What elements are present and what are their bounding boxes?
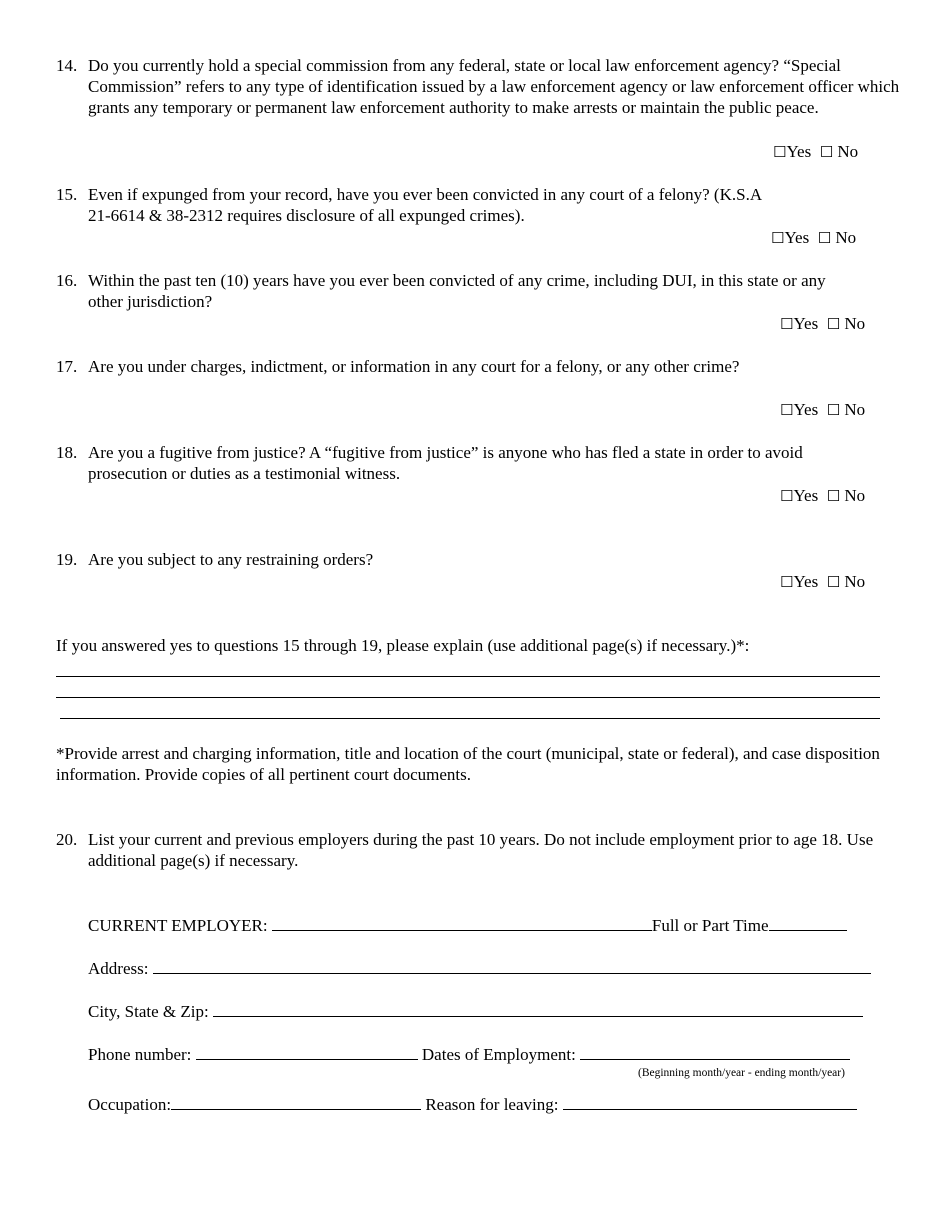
question-number: 15.: [56, 185, 78, 204]
question-14: [56, 55, 906, 118]
full-part-time-label: Full or Part Time: [651, 916, 769, 935]
explain-line-2[interactable]: [56, 697, 880, 698]
no-checkbox[interactable]: ☐: [826, 487, 841, 505]
yes-label: Yes: [793, 572, 819, 591]
yes-label: Yes: [784, 228, 810, 247]
question-text: Are you subject to any restraining orders?: [88, 550, 374, 569]
current-employer-field[interactable]: [272, 914, 652, 931]
yes-label: Yes: [786, 142, 812, 161]
question-text: Do you currently hold a special commission from any federal, state or local law enforcement agency? “Special Commission” refers to any type of identification issued by a law enforcement agency or law enforcement officer which grants any temporary or permanent law enforcement authority to make arrests or maintain the public peace.: [88, 56, 900, 117]
question-text: List your current and previous employers during the past 10 years. Do not include employment prior to age 18. Use additional page(s) if necessary.: [88, 830, 874, 870]
dates-hint: (Beginning month/year - ending month/year): [638, 1067, 845, 1079]
full-part-time-field[interactable]: [769, 914, 847, 931]
city-state-zip-label: City, State & Zip:: [88, 1002, 209, 1021]
current-employer-label: CURRENT EMPLOYER:: [88, 916, 268, 935]
yes-no-group-16: [780, 313, 865, 335]
phone-field[interactable]: [196, 1043, 418, 1060]
yes-checkbox[interactable]: ☐: [773, 143, 787, 161]
yes-checkbox[interactable]: ☐: [780, 401, 794, 419]
occupation-label: Occupation:: [88, 1095, 172, 1114]
question-text: Are you under charges, indictment, or information in any court for a felony, or any other crime?: [88, 357, 740, 376]
dates-field[interactable]: [580, 1043, 850, 1060]
no-label: No: [837, 142, 859, 161]
no-checkbox[interactable]: ☐: [826, 315, 841, 333]
question-text: Even if expunged from your record, have you ever been convicted in any court of a felony? (K.S.A 21-6614 & 38-2312 requires disclosure of all expunged crimes).: [88, 185, 762, 225]
yes-checkbox[interactable]: ☐: [780, 573, 794, 591]
question-19: [56, 549, 906, 570]
question-18: [56, 442, 886, 484]
question-16: [56, 270, 856, 312]
yes-checkbox[interactable]: ☐: [771, 229, 785, 247]
yes-label: Yes: [793, 314, 819, 333]
reason-label: Reason for leaving:: [425, 1095, 559, 1114]
address-row: [88, 957, 871, 979]
question-20: [56, 829, 896, 871]
no-label: No: [844, 486, 866, 505]
question-17: [56, 356, 906, 377]
question-number: 20.: [56, 830, 78, 849]
address-label: Address:: [88, 959, 149, 978]
dates-label: Dates of Employment:: [421, 1045, 576, 1064]
reason-field[interactable]: [563, 1093, 857, 1110]
explain-prompt: If you answered yes to questions 15 through 19, please explain (use additional page(s) if necessary.)*:: [56, 636, 750, 655]
no-label: No: [835, 228, 857, 247]
yes-no-group-17: [780, 399, 865, 421]
address-field[interactable]: [153, 957, 871, 974]
city-row: [88, 1000, 863, 1022]
yes-no-group-14: [773, 141, 858, 163]
yes-checkbox[interactable]: ☐: [780, 315, 794, 333]
question-number: 18.: [56, 443, 78, 462]
yes-no-group-15: [771, 227, 856, 249]
no-label: No: [844, 314, 866, 333]
city-state-zip-field[interactable]: [213, 1000, 863, 1017]
question-number: 19.: [56, 550, 78, 569]
question-number: 17.: [56, 357, 78, 376]
no-checkbox[interactable]: ☐: [826, 573, 841, 591]
no-checkbox[interactable]: ☐: [826, 401, 841, 419]
phone-dates-row: [88, 1043, 850, 1065]
occupation-row: [88, 1093, 857, 1115]
yes-no-group-18: [780, 485, 865, 507]
question-number: 14.: [56, 56, 78, 75]
question-text: Are you a fugitive from justice? A “fugitive from justice” is anyone who has fled a state in order to avoid prosecution or duties as a testimonial witness.: [88, 443, 803, 483]
current-employer-row: [88, 914, 847, 936]
question-text: Within the past ten (10) years have you ever been convicted of any crime, including DUI, in this state or any other jurisdiction?: [88, 271, 826, 311]
occupation-field[interactable]: [171, 1093, 421, 1110]
no-checkbox[interactable]: ☐: [817, 229, 832, 247]
yes-label: Yes: [793, 486, 819, 505]
no-label: No: [844, 400, 866, 419]
yes-no-group-19: [780, 571, 865, 593]
question-number: 16.: [56, 271, 78, 290]
no-label: No: [844, 572, 866, 591]
explain-line-1[interactable]: [56, 676, 880, 677]
explain-line-3[interactable]: [60, 718, 880, 719]
yes-checkbox[interactable]: ☐: [780, 487, 794, 505]
phone-label: Phone number:: [88, 1045, 192, 1064]
yes-label: Yes: [793, 400, 819, 419]
question-15: [56, 184, 776, 226]
footnote: *Provide arrest and charging information, title and location of the court (municipal, state or federal), and case disposition information. Provide copies of all pertinent court documents.: [56, 744, 880, 784]
no-checkbox[interactable]: ☐: [819, 143, 834, 161]
